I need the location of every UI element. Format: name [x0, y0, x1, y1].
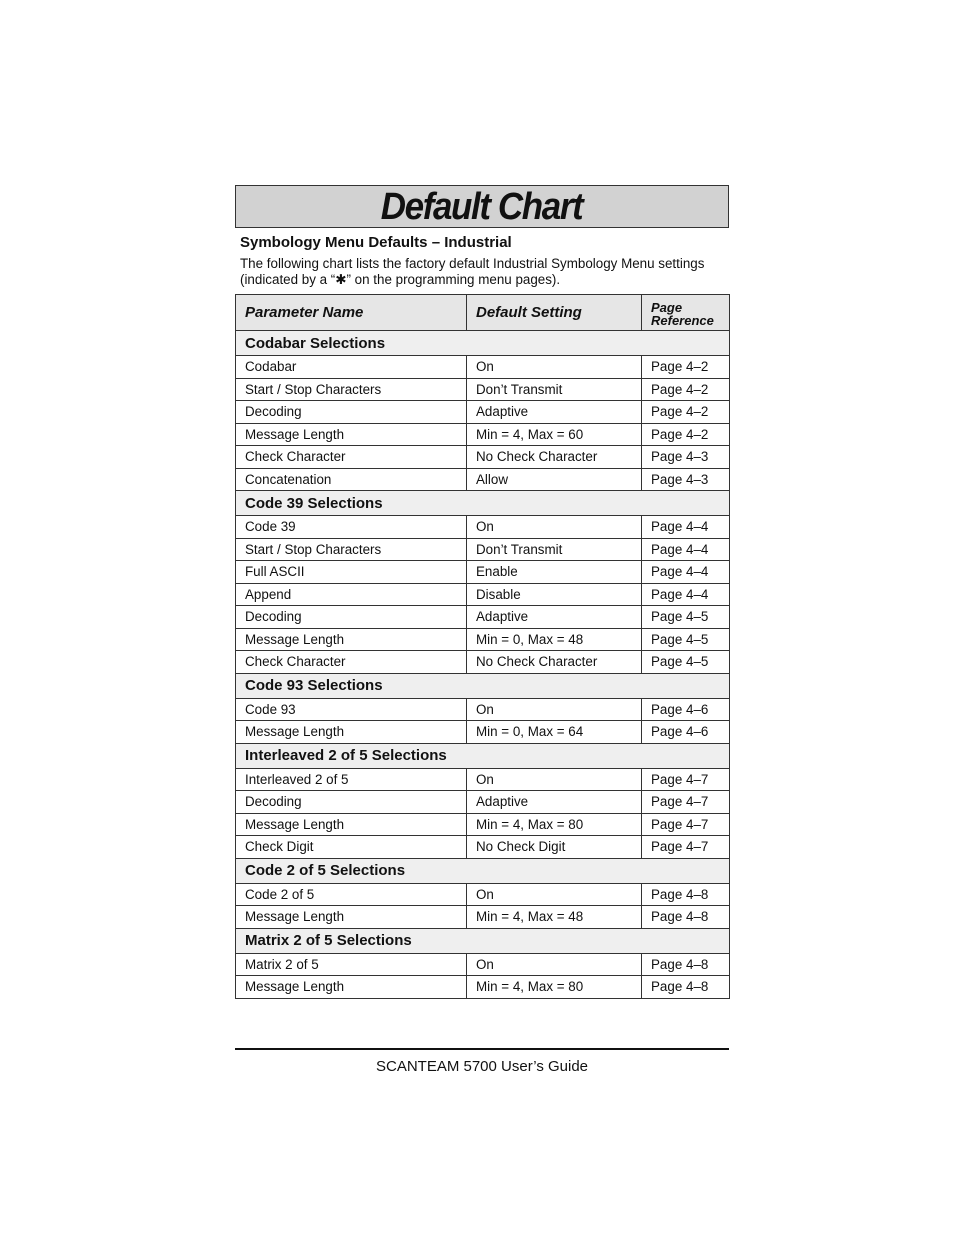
section-row: [236, 928, 730, 953]
default-setting-cell: On: [467, 356, 642, 379]
default-setting-cell: On: [467, 883, 642, 906]
default-setting-cell: Adaptive: [467, 791, 642, 814]
parameter-cell: Concatenation: [236, 468, 467, 491]
parameter-cell: Decoding: [236, 791, 467, 814]
page-reference-cell: Page 4–2: [642, 401, 730, 424]
title-box: [235, 185, 729, 228]
page-reference-cell: Page 4–7: [642, 836, 730, 859]
parameter-cell: Message Length: [236, 628, 467, 651]
page-reference-cell: Page 4–7: [642, 791, 730, 814]
parameter-cell: Code 2 of 5: [236, 883, 467, 906]
default-setting-cell: On: [467, 698, 642, 721]
page-reference-cell: Page 4–3: [642, 446, 730, 469]
table-row: [236, 628, 730, 651]
page-title: Default Chart: [381, 185, 583, 228]
default-setting-cell: Adaptive: [467, 606, 642, 629]
default-setting-cell: Min = 4, Max = 60: [467, 423, 642, 446]
parameter-cell: Check Character: [236, 446, 467, 469]
default-setting-cell: Min = 4, Max = 80: [467, 813, 642, 836]
table-row: [236, 583, 730, 606]
page-reference-cell: Page 4–8: [642, 953, 730, 976]
parameter-cell: Check Character: [236, 651, 467, 674]
default-setting-cell: On: [467, 953, 642, 976]
section-row: [236, 673, 730, 698]
default-setting-cell: Min = 4, Max = 48: [467, 906, 642, 929]
table-body: [236, 331, 730, 999]
section-title: Interleaved 2 of 5 Selections: [236, 743, 730, 768]
default-setting-cell: Enable: [467, 561, 642, 584]
page-reference-cell: Page 4–7: [642, 768, 730, 791]
table-row: [236, 953, 730, 976]
section-title: Matrix 2 of 5 Selections: [236, 928, 730, 953]
section-title: Code 39 Selections: [236, 491, 730, 516]
page-reference-cell: Page 4–8: [642, 883, 730, 906]
table-row: [236, 813, 730, 836]
table-row: [236, 538, 730, 561]
table-row: [236, 651, 730, 674]
header-page-line1: Page: [651, 299, 683, 315]
table-row: [236, 836, 730, 859]
page-reference-cell: Page 4–4: [642, 538, 730, 561]
default-setting-cell: On: [467, 768, 642, 791]
default-setting-cell: Min = 0, Max = 48: [467, 628, 642, 651]
table-row: [236, 378, 730, 401]
table-row: [236, 906, 730, 929]
parameter-cell: Message Length: [236, 906, 467, 929]
default-setting-cell: Min = 0, Max = 64: [467, 721, 642, 744]
table-row: [236, 883, 730, 906]
table-row: [236, 468, 730, 491]
parameter-cell: Code 39: [236, 516, 467, 539]
parameter-cell: Decoding: [236, 401, 467, 424]
table-row: [236, 446, 730, 469]
section-title: Code 93 Selections: [236, 673, 730, 698]
parameter-cell: Check Digit: [236, 836, 467, 859]
default-setting-cell: On: [467, 516, 642, 539]
table-row: [236, 606, 730, 629]
default-setting-cell: Min = 4, Max = 80: [467, 976, 642, 999]
table-row: [236, 976, 730, 999]
parameter-cell: Message Length: [236, 423, 467, 446]
table-row: [236, 516, 730, 539]
page-reference-cell: Page 4–4: [642, 561, 730, 584]
parameter-cell: Start / Stop Characters: [236, 538, 467, 561]
page-reference-cell: Page 4–4: [642, 516, 730, 539]
table-row: [236, 356, 730, 379]
parameter-cell: Full ASCII: [236, 561, 467, 584]
section-title: Codabar Selections: [236, 331, 730, 356]
table-row: [236, 401, 730, 424]
default-setting-cell: Adaptive: [467, 401, 642, 424]
parameter-cell: Code 93: [236, 698, 467, 721]
default-setting-cell: No Check Character: [467, 446, 642, 469]
page-reference-cell: Page 4–4: [642, 583, 730, 606]
parameter-cell: Message Length: [236, 976, 467, 999]
section-row: [236, 331, 730, 356]
default-setting-cell: No Check Digit: [467, 836, 642, 859]
section-title: Code 2 of 5 Selections: [236, 858, 730, 883]
parameter-cell: Append: [236, 583, 467, 606]
parameter-cell: Start / Stop Characters: [236, 378, 467, 401]
table-row: [236, 791, 730, 814]
parameter-cell: Codabar: [236, 356, 467, 379]
header-page-line2: Reference: [651, 312, 714, 328]
default-setting-cell: Don’t Transmit: [467, 538, 642, 561]
table-row: [236, 768, 730, 791]
section-row: [236, 491, 730, 516]
default-setting-cell: Don’t Transmit: [467, 378, 642, 401]
default-setting-cell: Disable: [467, 583, 642, 606]
parameter-cell: Interleaved 2 of 5: [236, 768, 467, 791]
header-page-reference: [642, 295, 730, 331]
default-setting-cell: Allow: [467, 468, 642, 491]
header-parameter-name: Parameter Name: [236, 295, 467, 331]
page-reference-cell: Page 4–8: [642, 976, 730, 999]
page-reference-cell: Page 4–2: [642, 356, 730, 379]
footer-rule: [235, 1048, 729, 1050]
section-row: [236, 743, 730, 768]
parameter-cell: Message Length: [236, 813, 467, 836]
table-row: [236, 561, 730, 584]
section-row: [236, 858, 730, 883]
section-subtitle: Symbology Menu Defaults – Industrial: [240, 234, 512, 251]
table-row: [236, 698, 730, 721]
page-reference-cell: Page 4–7: [642, 813, 730, 836]
defaults-table: [235, 294, 730, 999]
page-reference-cell: Page 4–2: [642, 423, 730, 446]
page-reference-cell: Page 4–5: [642, 628, 730, 651]
page-reference-cell: Page 4–5: [642, 651, 730, 674]
table-header-row: [236, 295, 730, 331]
parameter-cell: Matrix 2 of 5: [236, 953, 467, 976]
page-reference-cell: Page 4–5: [642, 606, 730, 629]
parameter-cell: Message Length: [236, 721, 467, 744]
page-reference-cell: Page 4–6: [642, 698, 730, 721]
default-setting-cell: No Check Character: [467, 651, 642, 674]
header-default-setting: Default Setting: [467, 295, 642, 331]
intro-paragraph: The following chart lists the factory default Industrial Symbology Menu settings (indicated by a “✱” on the programming menu pages).: [240, 256, 705, 287]
parameter-cell: Decoding: [236, 606, 467, 629]
table-row: [236, 423, 730, 446]
page-reference-cell: Page 4–6: [642, 721, 730, 744]
page-reference-cell: Page 4–8: [642, 906, 730, 929]
footer-text: SCANTEAM 5700 User’s Guide: [375, 1058, 589, 1075]
page-reference-cell: Page 4–2: [642, 378, 730, 401]
page-reference-cell: Page 4–3: [642, 468, 730, 491]
table-row: [236, 721, 730, 744]
